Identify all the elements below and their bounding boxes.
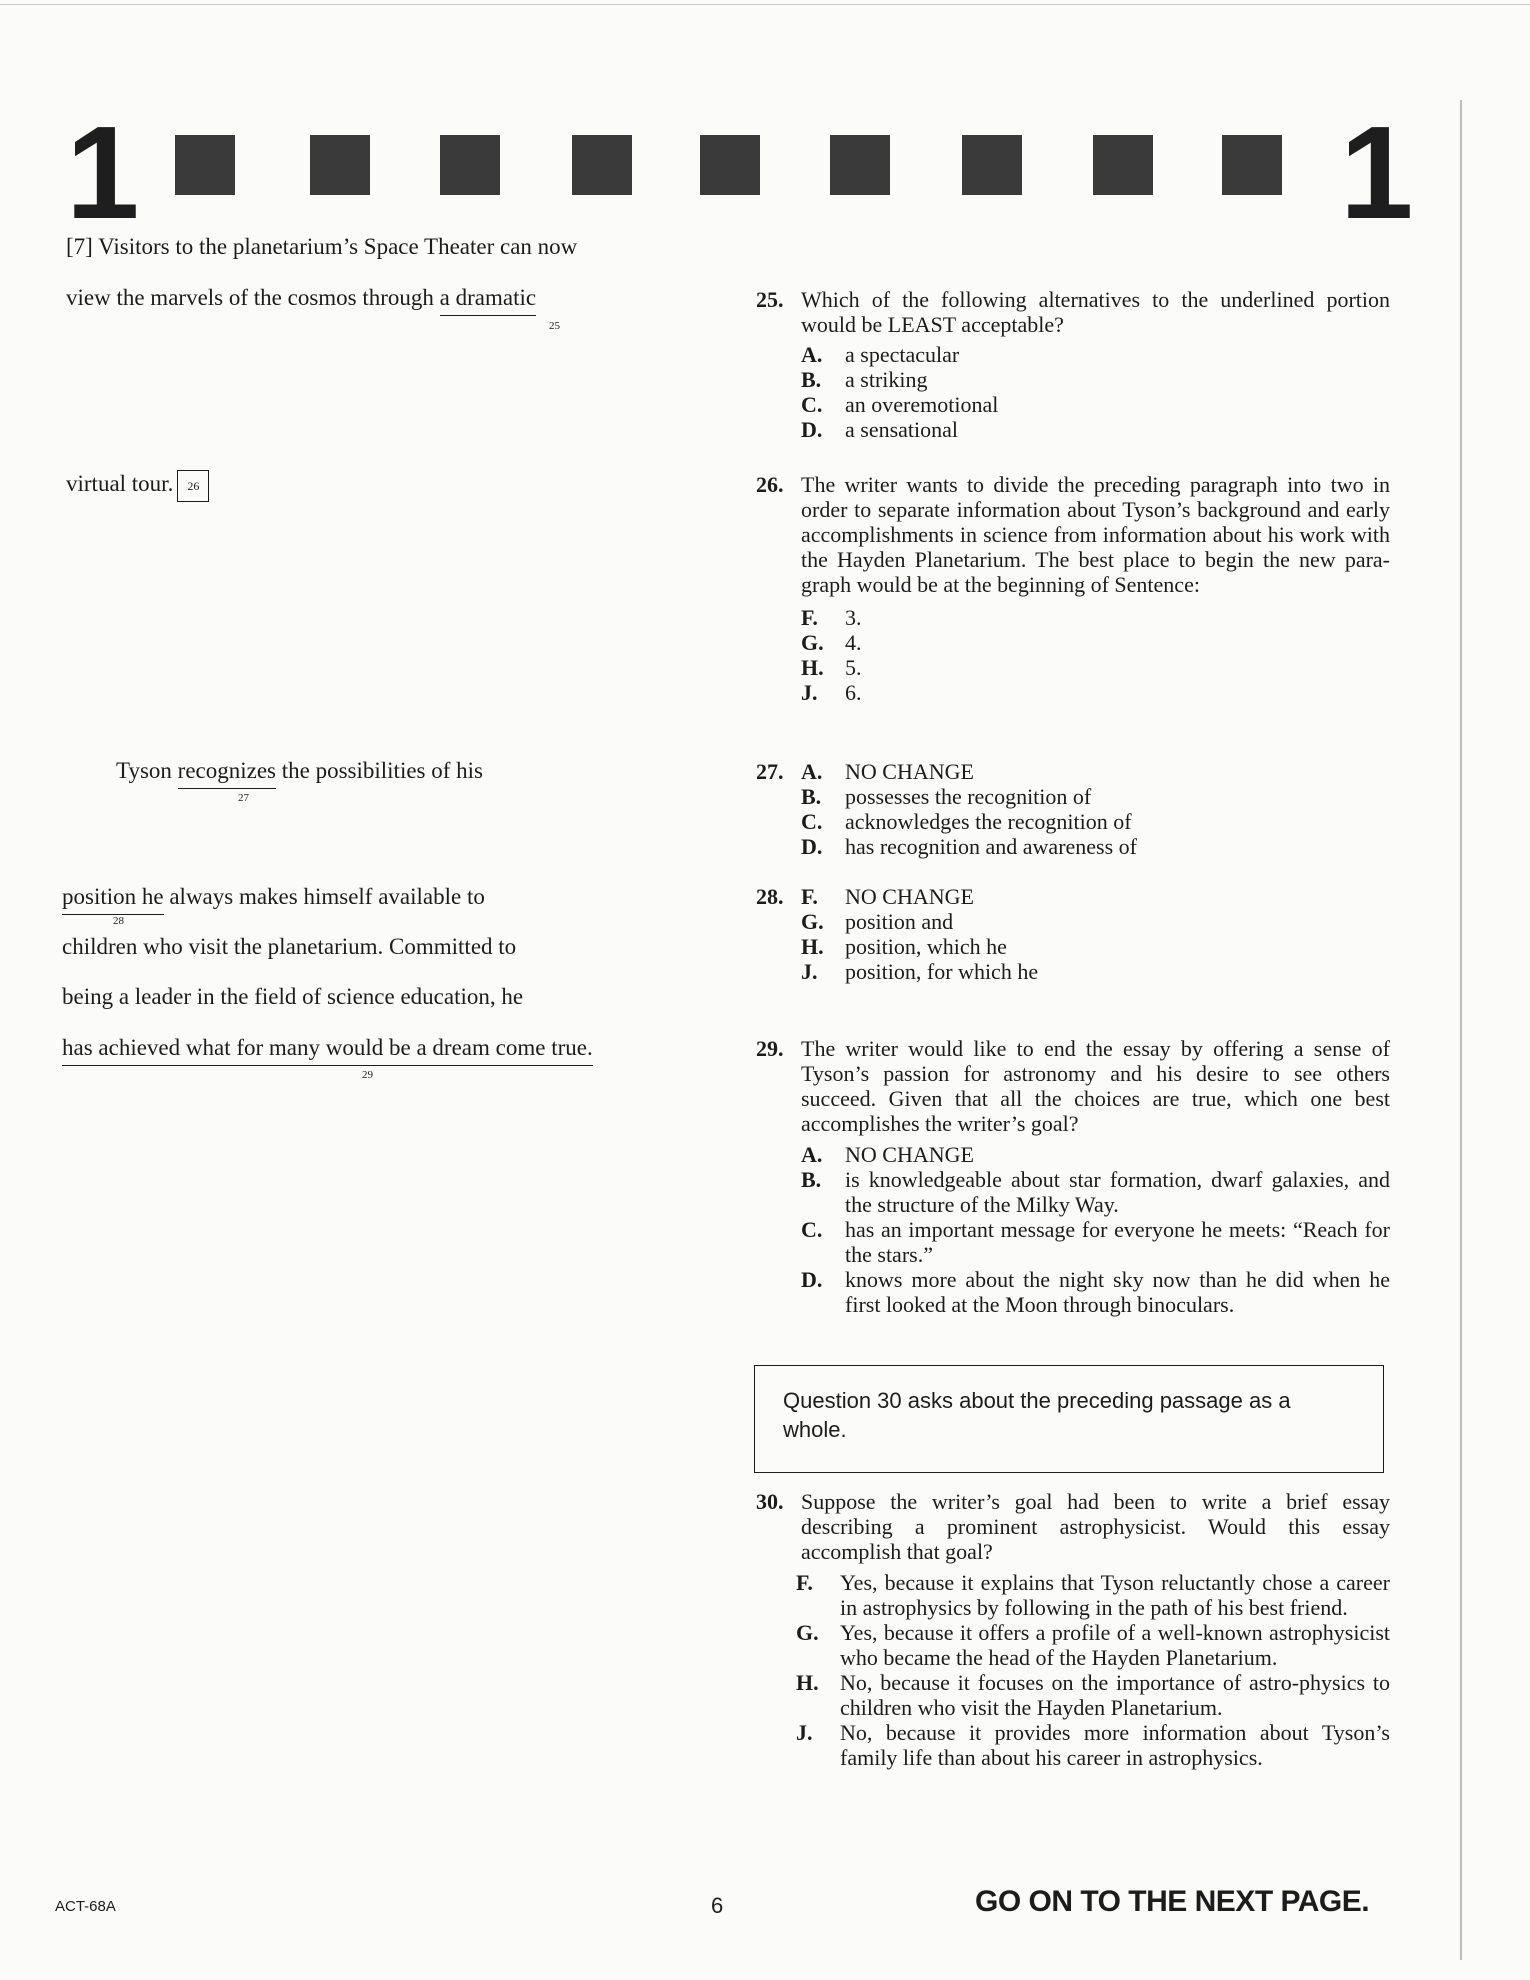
answer-option[interactable]: J. 6. xyxy=(801,680,862,705)
header-block-5 xyxy=(700,135,760,195)
question-30 xyxy=(756,1489,1390,1770)
header-block-3 xyxy=(440,135,500,195)
answer-option[interactable]: F. NO CHANGE xyxy=(801,884,974,909)
question-27 xyxy=(756,759,1390,859)
underlined-portion-29[interactable]: has achieved what for many would be a dream come true. xyxy=(62,1033,593,1066)
header-block-7 xyxy=(962,135,1022,195)
passage-line-28b: children who visit the planetarium. Committed to xyxy=(62,934,517,959)
ref-number-27: 27 xyxy=(238,792,249,804)
answer-option[interactable]: B. possesses the recognition of xyxy=(801,784,1092,809)
passage-text: view the marvels of the cosmos through xyxy=(66,285,440,310)
question-number: 29. xyxy=(756,1036,784,1061)
form-code: ACT-68A xyxy=(55,1898,116,1915)
header-block-2 xyxy=(310,135,370,195)
header-block-6 xyxy=(830,135,890,195)
answer-option[interactable]: J. position, for which he xyxy=(801,959,1039,984)
question-number: 27. xyxy=(756,759,784,784)
passage-line-28 xyxy=(62,882,485,915)
answer-option[interactable]: H. No, because it focuses on the importance of astro-physics to children who visit the Hayden Planetarium. xyxy=(796,1670,1390,1720)
underlined-portion-27[interactable]: recognizes xyxy=(178,756,276,789)
passage-line-1 xyxy=(66,232,577,262)
answer-option[interactable]: A. a spectacular xyxy=(801,342,960,367)
passage-text: [7] Visitors to the planetarium’s Space Theater can now xyxy=(66,234,578,259)
next-page-notice: GO ON TO THE NEXT PAGE. xyxy=(975,1885,1370,1918)
answer-option[interactable]: G. Yes, because it offers a profile of a well-known astrophysicist who became the head of the Hayden Planetarium. xyxy=(796,1620,1390,1670)
instruction-box: Question 30 asks about the preceding passage as a whole. xyxy=(754,1365,1384,1473)
question-number: 26. xyxy=(756,472,784,497)
ref-number-25: 25 xyxy=(549,320,560,332)
ref-number-29: 29 xyxy=(362,1069,373,1081)
passage-line-29 xyxy=(62,1033,593,1066)
answer-option[interactable]: A. NO CHANGE xyxy=(801,1142,974,1167)
passage-text: the possibilities of his xyxy=(276,758,483,783)
passage-line-26 xyxy=(66,469,209,502)
answer-option[interactable]: B. is knowledgeable about star formation, dwarf galaxies, and the structure of the Milky Way. xyxy=(801,1167,1390,1217)
header-block-8 xyxy=(1093,135,1153,195)
underlined-portion-25[interactable]: a dramatic xyxy=(440,283,536,316)
question-number: 28. xyxy=(756,884,784,909)
question-text: Which of the following alternatives to the underlined portion would be LEAST acceptable? xyxy=(801,287,1390,337)
header-block-1 xyxy=(175,135,235,195)
question-26 xyxy=(756,472,1390,705)
question-number: 25. xyxy=(756,287,784,312)
top-edge-line xyxy=(0,4,1530,5)
answer-option[interactable]: D. a sensational xyxy=(801,417,959,442)
answer-option[interactable]: C. acknowledges the recognition of xyxy=(801,809,1132,834)
answer-option[interactable]: A. NO CHANGE xyxy=(801,759,974,784)
section-number-right: 1 xyxy=(1340,99,1414,246)
question-text: The writer wants to divide the preceding paragraph into two in order to separate information about Tyson’s background and early accomplishments in science from information about his work with the Hayden Planetarium. The best place to begin the new para-graph would be at the beginning of Sentence: xyxy=(801,472,1390,597)
passage-text: always makes himself available to xyxy=(163,884,485,909)
right-edge-line xyxy=(1460,100,1462,1960)
answer-option[interactable]: B. a striking xyxy=(801,367,928,392)
underlined-portion-28[interactable]: position he xyxy=(62,882,164,915)
header-block-4 xyxy=(572,135,632,195)
answer-option[interactable]: J. No, because it provides more information about Tyson’s family life than about his career in astrophysics. xyxy=(796,1720,1390,1770)
answer-option[interactable]: D. has recognition and awareness of xyxy=(801,834,1138,859)
passage-line-28c: being a leader in the field of science education, he xyxy=(62,984,524,1009)
question-28 xyxy=(756,884,1390,984)
answer-option[interactable]: C. an overemotional xyxy=(801,392,999,417)
answer-option[interactable]: G. position and xyxy=(801,909,954,934)
answer-option[interactable]: H. 5. xyxy=(801,655,862,680)
question-text: Suppose the writer’s goal had been to write a brief essay describing a prominent astrophysicist. Would this essay accomplish that goal? xyxy=(801,1489,1390,1564)
page-number: 6 xyxy=(711,1893,724,1918)
answer-option[interactable]: F. Yes, because it explains that Tyson reluctantly chose a career in astrophysics by following in the path of his best friend. xyxy=(796,1570,1390,1620)
boxed-number-26[interactable]: 26 xyxy=(177,470,209,502)
answer-option[interactable]: G. 4. xyxy=(801,630,862,655)
passage-text: virtual tour. xyxy=(66,471,174,496)
question-text: The writer would like to end the essay by offering a sense of Tyson’s passion for astronomy and his desire to see others succeed. Given that all the choices are true, which one best accomplishes the writer’s goal? xyxy=(801,1036,1390,1136)
question-25 xyxy=(756,287,1390,442)
answer-option[interactable]: D. knows more about the night sky now than he did when he first looked at the Moon through binoculars. xyxy=(801,1267,1390,1317)
answer-option[interactable]: F. 3. xyxy=(801,605,862,630)
answer-option[interactable]: H. position, which he xyxy=(801,934,1007,959)
question-number: 30. xyxy=(756,1489,784,1514)
section-number-left: 1 xyxy=(66,99,140,246)
answer-option[interactable]: C. has an important message for everyone he meets: “Reach for the stars.” xyxy=(801,1217,1390,1267)
passage-text: Tyson xyxy=(116,758,178,783)
question-29 xyxy=(756,1036,1390,1317)
passage-line-27 xyxy=(116,756,483,789)
passage-line-25 xyxy=(66,283,536,316)
header-block-9 xyxy=(1222,135,1282,195)
ref-number-28: 28 xyxy=(113,915,124,927)
